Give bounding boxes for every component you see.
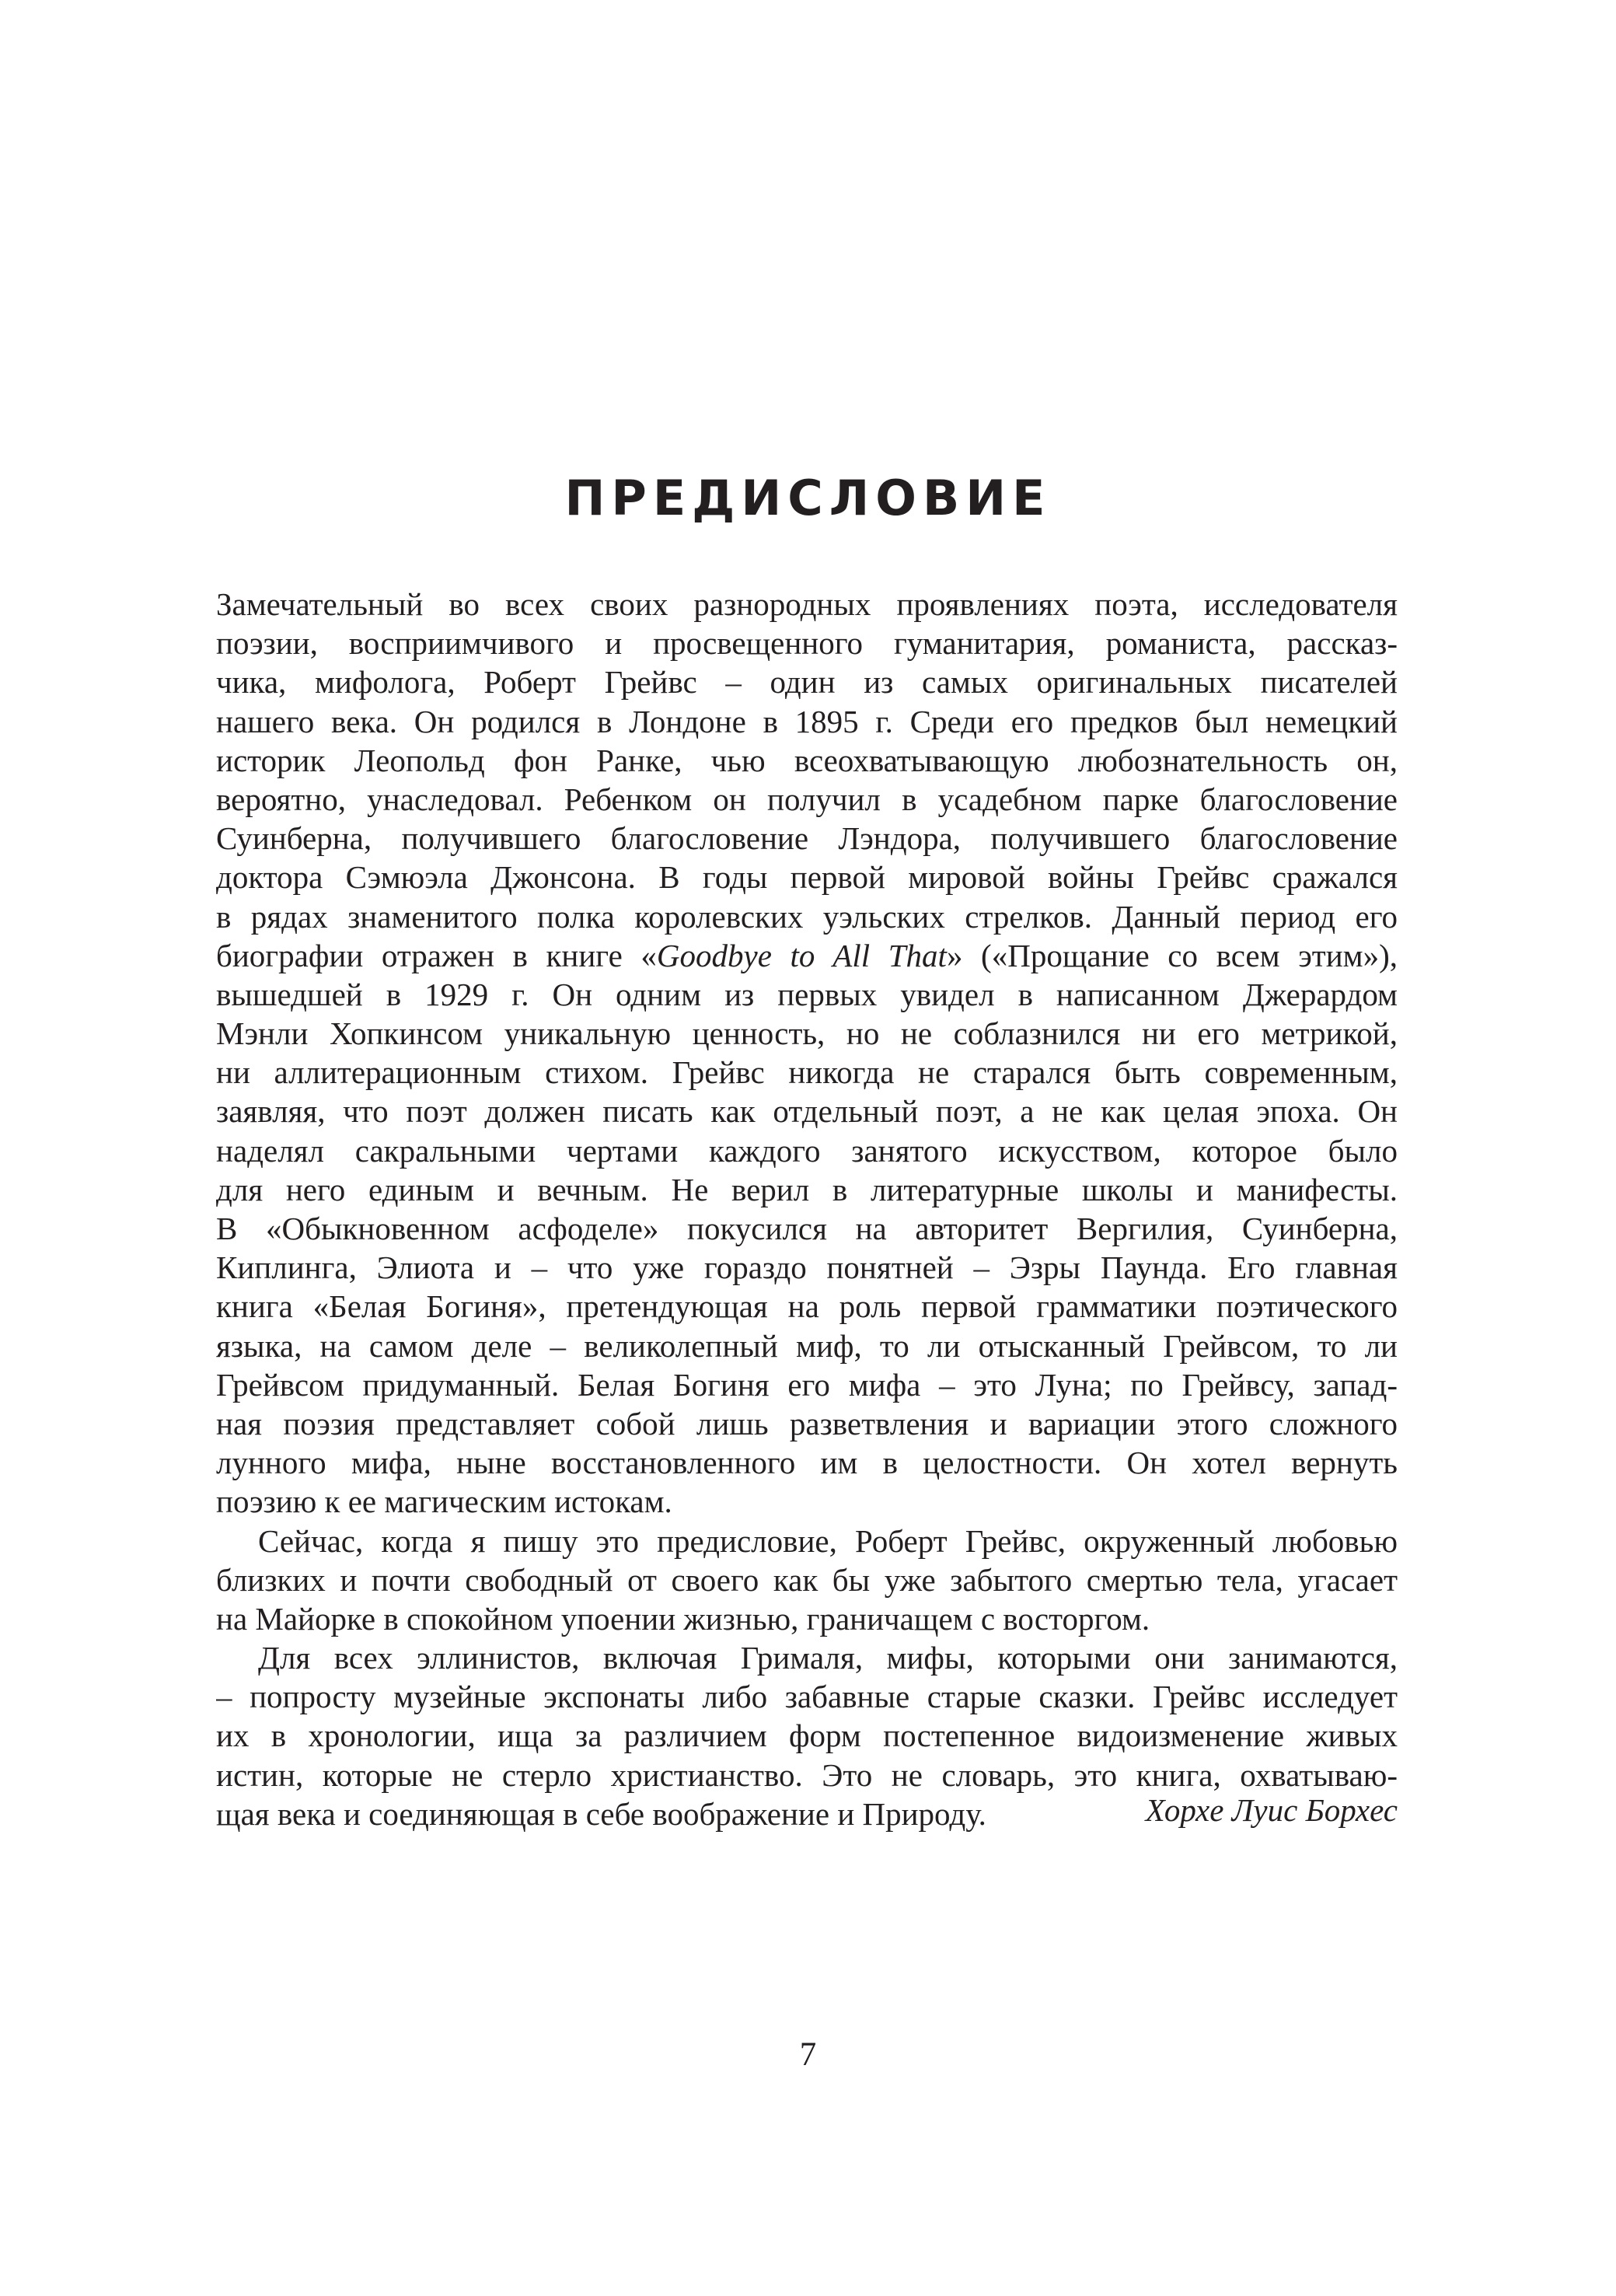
text-line: вероятно, унаследовал. Ребенком он получил в усадебном парке благословение — [216, 781, 1398, 817]
paragraph-1 — [216, 585, 1398, 1522]
text-line: поэзию к ее магическим истокам. — [216, 1483, 672, 1520]
chapter-heading: ПРЕДИСЛОВИЕ — [564, 470, 1052, 526]
text-line: Замечательный во всех своих разнородных проявлениях поэта, исследователя — [216, 586, 1398, 622]
text-line: в рядах знаменитого полка королевских уэльских стрелков. Данный период его — [216, 898, 1398, 935]
text-line: Грейвсом придуманный. Белая Богиня его мифа – это Луна; по Грейвсу, запад- — [216, 1366, 1398, 1403]
text-line: Сейчас, когда я пишу это предисловие, Роберт Грейвс, окруженный любовью — [258, 1522, 1398, 1559]
text-line: В «Обыкновенном асфоделе» покусился на авторитет Вергилия, Суинберна, — [216, 1211, 1398, 1246]
text-line: наделял сакральными чертами каждого занятого искусством, которое было — [216, 1132, 1398, 1169]
text-line: для него единым и вечным. Не верил в литературные школы и манифесты. — [216, 1171, 1398, 1207]
text-line: поэзии, восприимчивого и просвещенного гуманитария, романиста, рассказ- — [216, 625, 1398, 662]
text-line: чика, мифолога, Роберт Грейвс – один из самых оригинальных писателей — [216, 664, 1398, 701]
text-line: ная поэзия представляет собой лишь разветвления и вариации этого сложного — [216, 1405, 1398, 1442]
text-line: вышедшей в 1929 г. Он одним из первых увидел в написанном Джерардом — [216, 976, 1398, 1012]
text-line: Киплинга, Элиота и – что уже гораздо понятней – Эзры Паунда. Его главная — [216, 1249, 1398, 1286]
preface-text — [216, 585, 1398, 1833]
text-line: Мэнли Хопкинсом уникальную ценность, но не соблазнился ни его метрикой, — [216, 1015, 1398, 1052]
text-line: их в хронологии, ища за различием форм постепенное видоизменение живых — [216, 1718, 1398, 1754]
text-line: истин, которые не стерло христианство. Это не словарь, это книга, охватываю- — [216, 1756, 1398, 1793]
text-line-with-book-title — [216, 936, 1398, 975]
text-line: доктора Сэмюэла Джонсона. В годы первой мировой войны Грейвс сражался — [216, 859, 1398, 896]
text-line: лунного мифа, ныне восстановленного им в целостности. Он хотел вернуть — [216, 1445, 1398, 1481]
text-line: – попросту музейные экспонаты либо забавные старые сказки. Грейвс исследует — [216, 1679, 1398, 1715]
text-line: заявляя, что поэт должен писать как отдельный поэт, а не как целая эпоха. Он — [216, 1093, 1398, 1130]
text-line: языка, на самом деле – великолепный миф, то ли отысканный Грейвсом, то ли — [216, 1327, 1398, 1364]
paragraph-2 — [216, 1522, 1398, 1639]
text-line: Для всех эллинистов, включая Грималя, мифы, которыми они занимаются, — [258, 1640, 1398, 1676]
book-title: Goodbye to All That — [656, 937, 947, 973]
text-line: на Майорке в спокойном упоении жизнью, граничащем с восторгом. — [216, 1600, 1150, 1637]
text-line: историк Леопольд фон Ранке, чью всеохватывающую любознательность он, — [216, 742, 1398, 778]
text-line: щая века и соединяющая в себе воображение и Природу. — [216, 1795, 986, 1832]
text-line: книга «Белая Богиня», претендующая на роль первой грамматики поэтического — [216, 1288, 1398, 1325]
text-line: нашего века. Он родился в Лондоне в 1895 г. Среди его предков был немецкий — [216, 703, 1398, 739]
author-signature: Хорхе Луис Борхес — [1145, 1792, 1398, 1828]
text-line: ни аллитерационным стихом. Грейвс никогда не старался быть современным, — [216, 1054, 1398, 1091]
text-line: близких и почти свободный от своего как бы уже забытого смертью тела, угасает — [216, 1561, 1398, 1598]
text-line: Суинберна, получившего благословение Лэндора, получившего благословение — [216, 820, 1398, 857]
text-fragment: » («Прощание со всем этим»), — [946, 937, 1398, 973]
page-number: 7 — [799, 2036, 817, 2073]
text-fragment: биографии отражен в книге « — [216, 937, 657, 973]
